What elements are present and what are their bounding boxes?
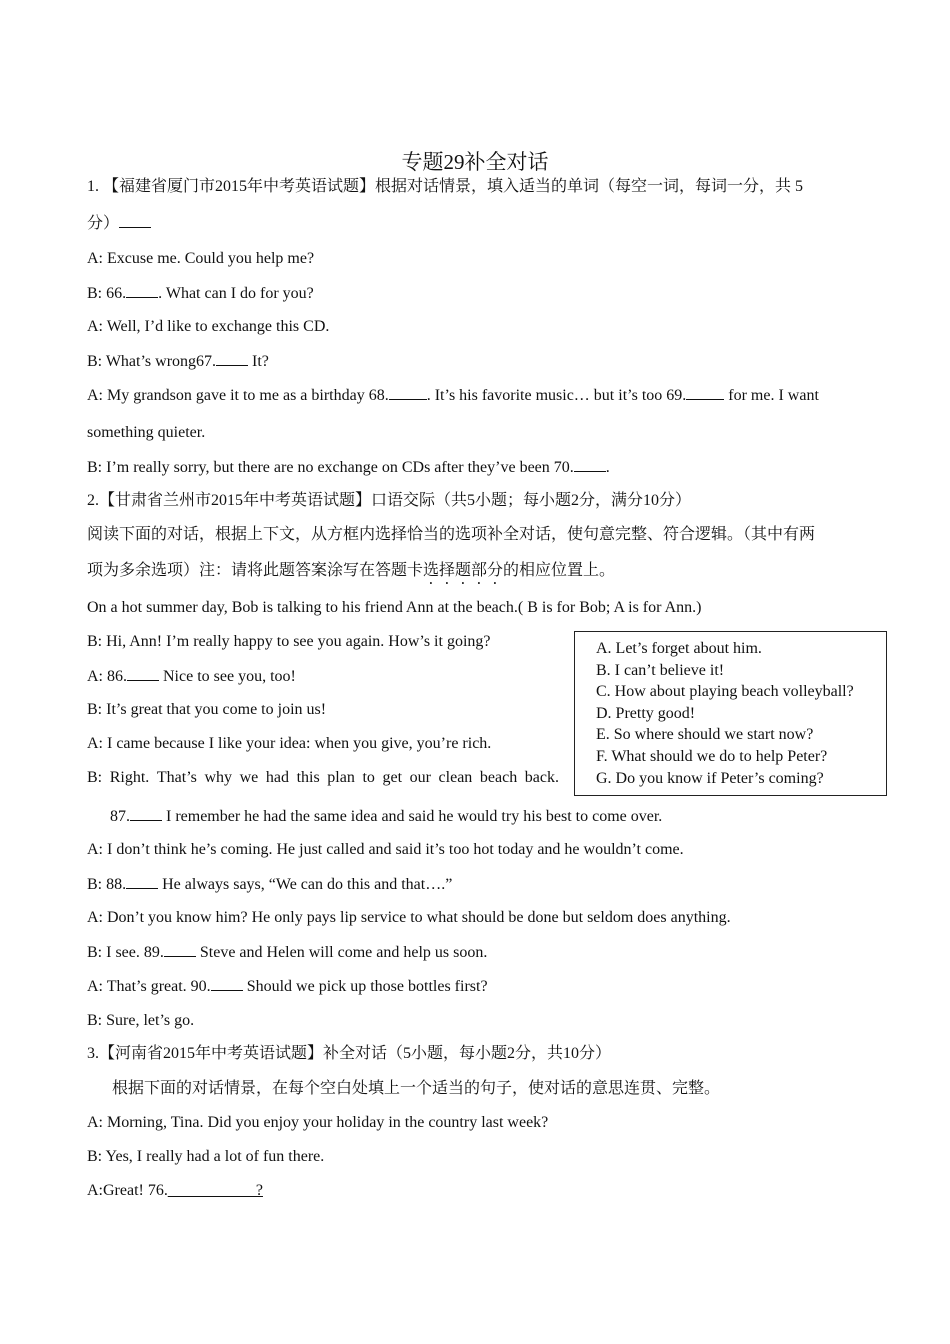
q1-header-line2-text: 分） [87, 215, 120, 232]
q2-line-8-pre: B: 88. [87, 876, 127, 893]
q1-line-2-pre: B: 66. [87, 285, 127, 302]
q2-line-5-word: back. [524, 769, 559, 786]
q2-line-9: A: Don’t you know him? He only pays lip service to what should be done but seldom does anything. [87, 909, 731, 926]
q1-line-7 [87, 456, 610, 479]
blank-88 [126, 873, 158, 889]
q2-line-5-word: we [239, 769, 259, 786]
q2-line-2-post: Nice to see you, too! [159, 668, 296, 685]
q2-line-4: A: I came because I like your idea: when you give, you’re rich. [87, 735, 492, 752]
q2-line-11-post: Should we pick up those bottles first? [242, 978, 488, 995]
option-g: G. Do you know if Peter’s coming? [596, 769, 824, 787]
q2-line-10 [87, 941, 487, 964]
blank-86 [127, 665, 159, 681]
q1-line-1: A: Excuse me. Could you help me? [87, 250, 315, 267]
q1-line-3: A: Well, I’d like to exchange this CD. [87, 318, 330, 335]
q1-line-4-post: It? [248, 353, 269, 370]
option-f: F. What should we do to help Peter? [596, 747, 828, 765]
q2-instructions-line1: 阅读下面的对话，根据上下文，从方框内选择恰当的选项补全对话，使句意完整、符合逻辑。（其中有两 [87, 526, 816, 543]
option-b: B. I can’t believe it! [596, 661, 725, 679]
q2-instr2-pre: 项为多余选项）注：请将此题答案涂写在答题卡 [87, 562, 424, 579]
q2-line-2 [87, 665, 296, 688]
q1-line-5-pre: A: My grandson gave it to me as a birthday 68. [87, 387, 389, 404]
q2-line-6-pre: 87. [110, 808, 130, 825]
q2-line-5-word: B: [87, 769, 103, 786]
q2-line-5 [87, 767, 559, 789]
q1-line-4 [87, 350, 269, 373]
q3-line-1: A: Morning, Tina. Did you enjoy your holiday in the country last week? [87, 1114, 549, 1131]
q2-line-8 [87, 873, 452, 896]
q3-instructions: 根据下面的对话情景，在每个空白处填上一个适当的句子，使对话的意思连贯、完整。 [112, 1080, 721, 1097]
q2-line-5-word: had [265, 769, 289, 786]
q1-line-2-post: . What can I do for you? [158, 285, 314, 302]
q2-line-5-word: this [296, 769, 320, 786]
blank-76: ___________? [167, 1182, 263, 1199]
blank-66 [126, 282, 158, 298]
q1-line-5-post: for me. I want [724, 387, 819, 404]
options-box [574, 631, 887, 796]
q2-instr2-post: 的相应位置上。 [503, 562, 616, 579]
option-d: D. Pretty good! [596, 704, 696, 722]
blank-89 [164, 941, 196, 957]
q2-instr2-emphasis: 选择题部分 [423, 562, 504, 579]
q1-line-7-post: . [605, 459, 610, 476]
q2-line-5-word: our [409, 769, 431, 786]
blank-67 [216, 350, 248, 366]
q1-header-line2 [87, 212, 151, 235]
q3-line-2: B: Yes, I really had a lot of fun there. [87, 1148, 325, 1165]
q2-line-5-word: clean [438, 769, 473, 786]
option-a: A. Let’s forget about him. [596, 640, 762, 657]
q2-line-6-post: I remember he had the same idea and said he would try his best to come over. [162, 808, 663, 825]
q1-answer-blank [119, 212, 151, 228]
q2-line-12: B: Sure, let’s go. [87, 1012, 195, 1029]
q3-line-3 [87, 1180, 263, 1202]
q2-line-3: B: It’s great that you come to join us! [87, 701, 327, 718]
page-title: 专题29补全对话 [401, 150, 549, 174]
q1-line-2 [87, 282, 314, 305]
q2-line-10-post: Steve and Helen will come and help us soon. [195, 944, 488, 961]
q2-line-11 [87, 975, 488, 998]
blank-69 [686, 384, 724, 400]
q2-line-5-word: That’s [156, 769, 197, 786]
q2-line-5-word: Right. [109, 769, 150, 786]
q2-line-2-pre: A: 86. [87, 668, 127, 685]
q2-line-5-word: beach [479, 769, 518, 786]
q2-line-5-word: get [382, 769, 403, 786]
blank-68 [389, 384, 427, 400]
q2-line-8-post: He always says, “We can do this and that….” [158, 876, 453, 893]
q2-line-6 [110, 805, 662, 828]
q1-line-5 [87, 384, 819, 407]
q2-line-5-word: plan [327, 769, 355, 786]
option-c: C. How about playing beach volleyball? [596, 683, 854, 701]
q1-header-line1: 1. 【福建省厦门市2015年中考英语试题】根据对话情景，填入适当的单词（每空一词，每词一分，共 5 [87, 178, 804, 195]
blank-70 [574, 456, 606, 472]
q2-scene: On a hot summer day, Bob is talking to his friend Ann at the beach.( B is for Bob; A is for Ann.) [87, 599, 702, 616]
q2-line-7: A: I don’t think he’s coming. He just called and said it’s too hot today and he wouldn’t come. [87, 841, 684, 858]
blank-90 [211, 975, 243, 991]
q2-line-5-word: to [362, 769, 375, 786]
q2-line-1: B: Hi, Ann! I’m really happy to see you again. How’s it going? [87, 633, 491, 650]
q1-line-6: something quieter. [87, 424, 206, 441]
blank-87 [130, 805, 162, 821]
q2-line-10-pre: B: I see. 89. [87, 944, 164, 961]
q2-instructions-line2 [87, 560, 615, 588]
option-e: E. So where should we start now? [596, 726, 814, 744]
q3-line-3-pre: A:Great! 76. [87, 1182, 168, 1199]
q1-line-7-pre: B: I’m really sorry, but there are no exchange on CDs after they’ve been 70. [87, 459, 574, 476]
q2-line-11-pre: A: That’s great. 90. [87, 978, 211, 995]
q1-line-4-pre: B: What’s wrong67. [87, 353, 217, 370]
q3-header: 3.【河南省2015年中考英语试题】补全对话（5小题，每小题2分，共10分） [87, 1045, 612, 1062]
q2-line-5-word: why [204, 769, 233, 786]
q1-line-5-mid: . It’s his favorite music… but it’s too 69. [426, 387, 687, 404]
q2-header: 2.【甘肃省兰州市2015年中考英语试题】口语交际（共5小题；每小题2分，满分10分） [87, 492, 692, 509]
